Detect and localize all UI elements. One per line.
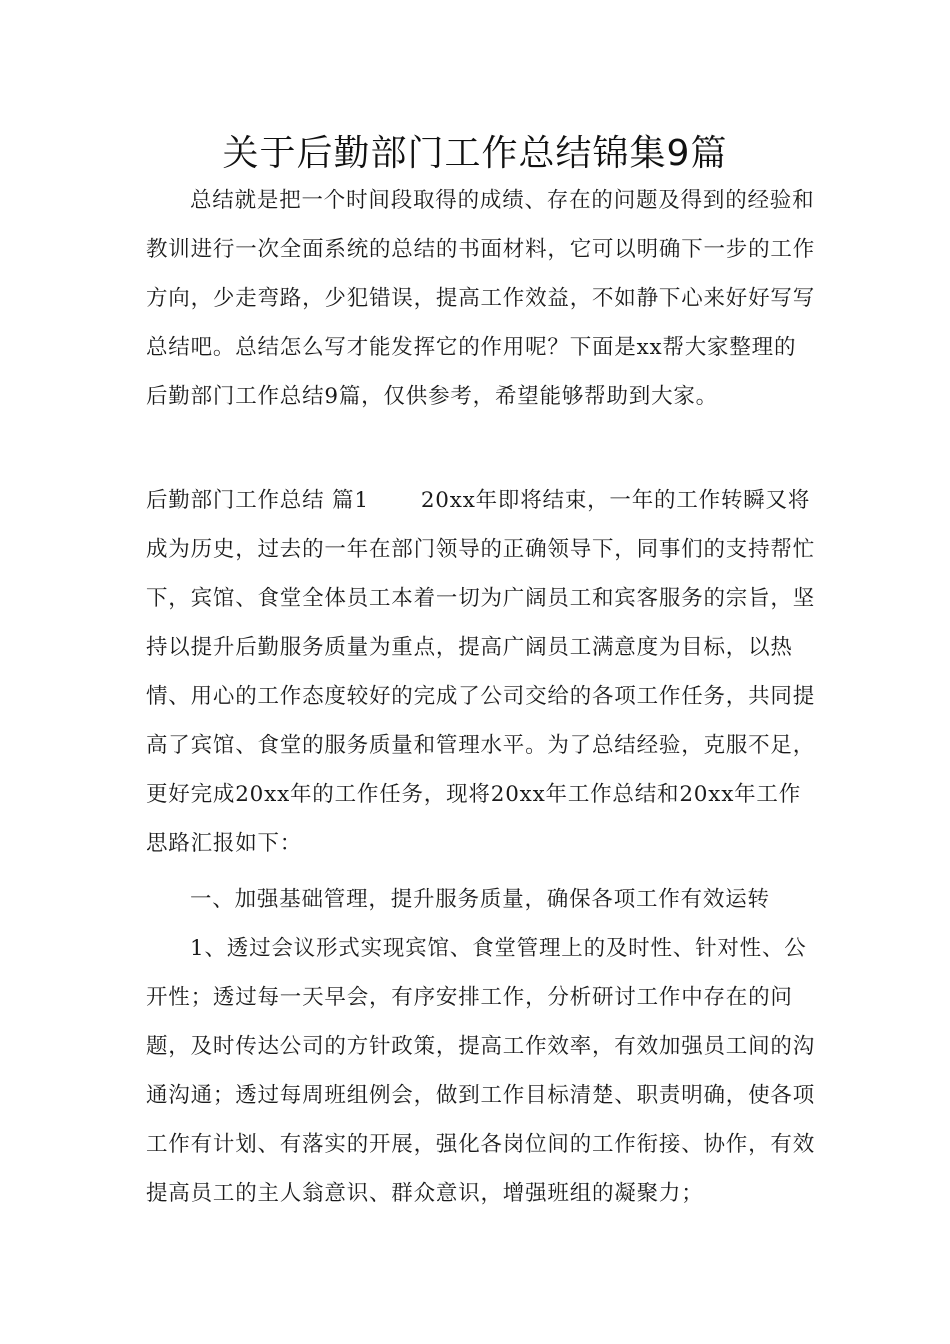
section-1-label: 后勤部门工作总结 篇1 [146, 488, 369, 513]
document-title: 关于后勤部门工作总结锦集9篇 [222, 133, 728, 174]
section-1-text: 20xx年即将结束，一年的工作转瞬又将成为历史，过去的一年在部门领导的正确领导下，同事们的支持帮忙下，宾馆、食堂全体员工本着一切为广阔员工和宾客服务的宗旨，坚持以提升后勤服务质量为重点，提高广阔员工满意度为目标，以热情、用心的工作态度较好的完成了公司交给的各项工作任务，共同提高了宾馆、食堂的服务质量和管理水平。为了总结经验，克服不足，更好完成20xx年的工作任务，现将20xx年工作总结和20xx年工作思路汇报如下： [146, 488, 816, 856]
section-1-heading: 一、加强基础管理，提升服务质量，确保各项工作有效运转 [190, 887, 770, 912]
intro-paragraph: 总结就是把一个时间段取得的成绩、存在的问题及得到的经验和教训进行一次全面系统的总结的书面材料，它可以明确下一步的工作方向，少走弯路，少犯错误，提高工作效益，不如静下心来好好写写总结吧。总结怎么写才能发挥它的作用呢？下面是xx帮大家整理的后勤部门工作总结9篇，仅供参考，希望能够帮助到大家。 [146, 188, 816, 409]
section-1-item-1: 1、透过会议形式实现宾馆、食堂管理上的及时性、针对性、公开性；透过每一天早会，有序安排工作，分析研讨工作中存在的问题，及时传达公司的方针政策，提高工作效率，有效加强员工间的沟通沟通；透过每周班组例会，做到工作目标清楚、职责明确，使各项工作有计划、有落实的开展，强化各岗位间的工作衔接、协作，有效提高员工的主人翁意识、群众意识，增强班组的凝聚力； [146, 936, 816, 1206]
section-1-paragraph [146, 476, 818, 868]
